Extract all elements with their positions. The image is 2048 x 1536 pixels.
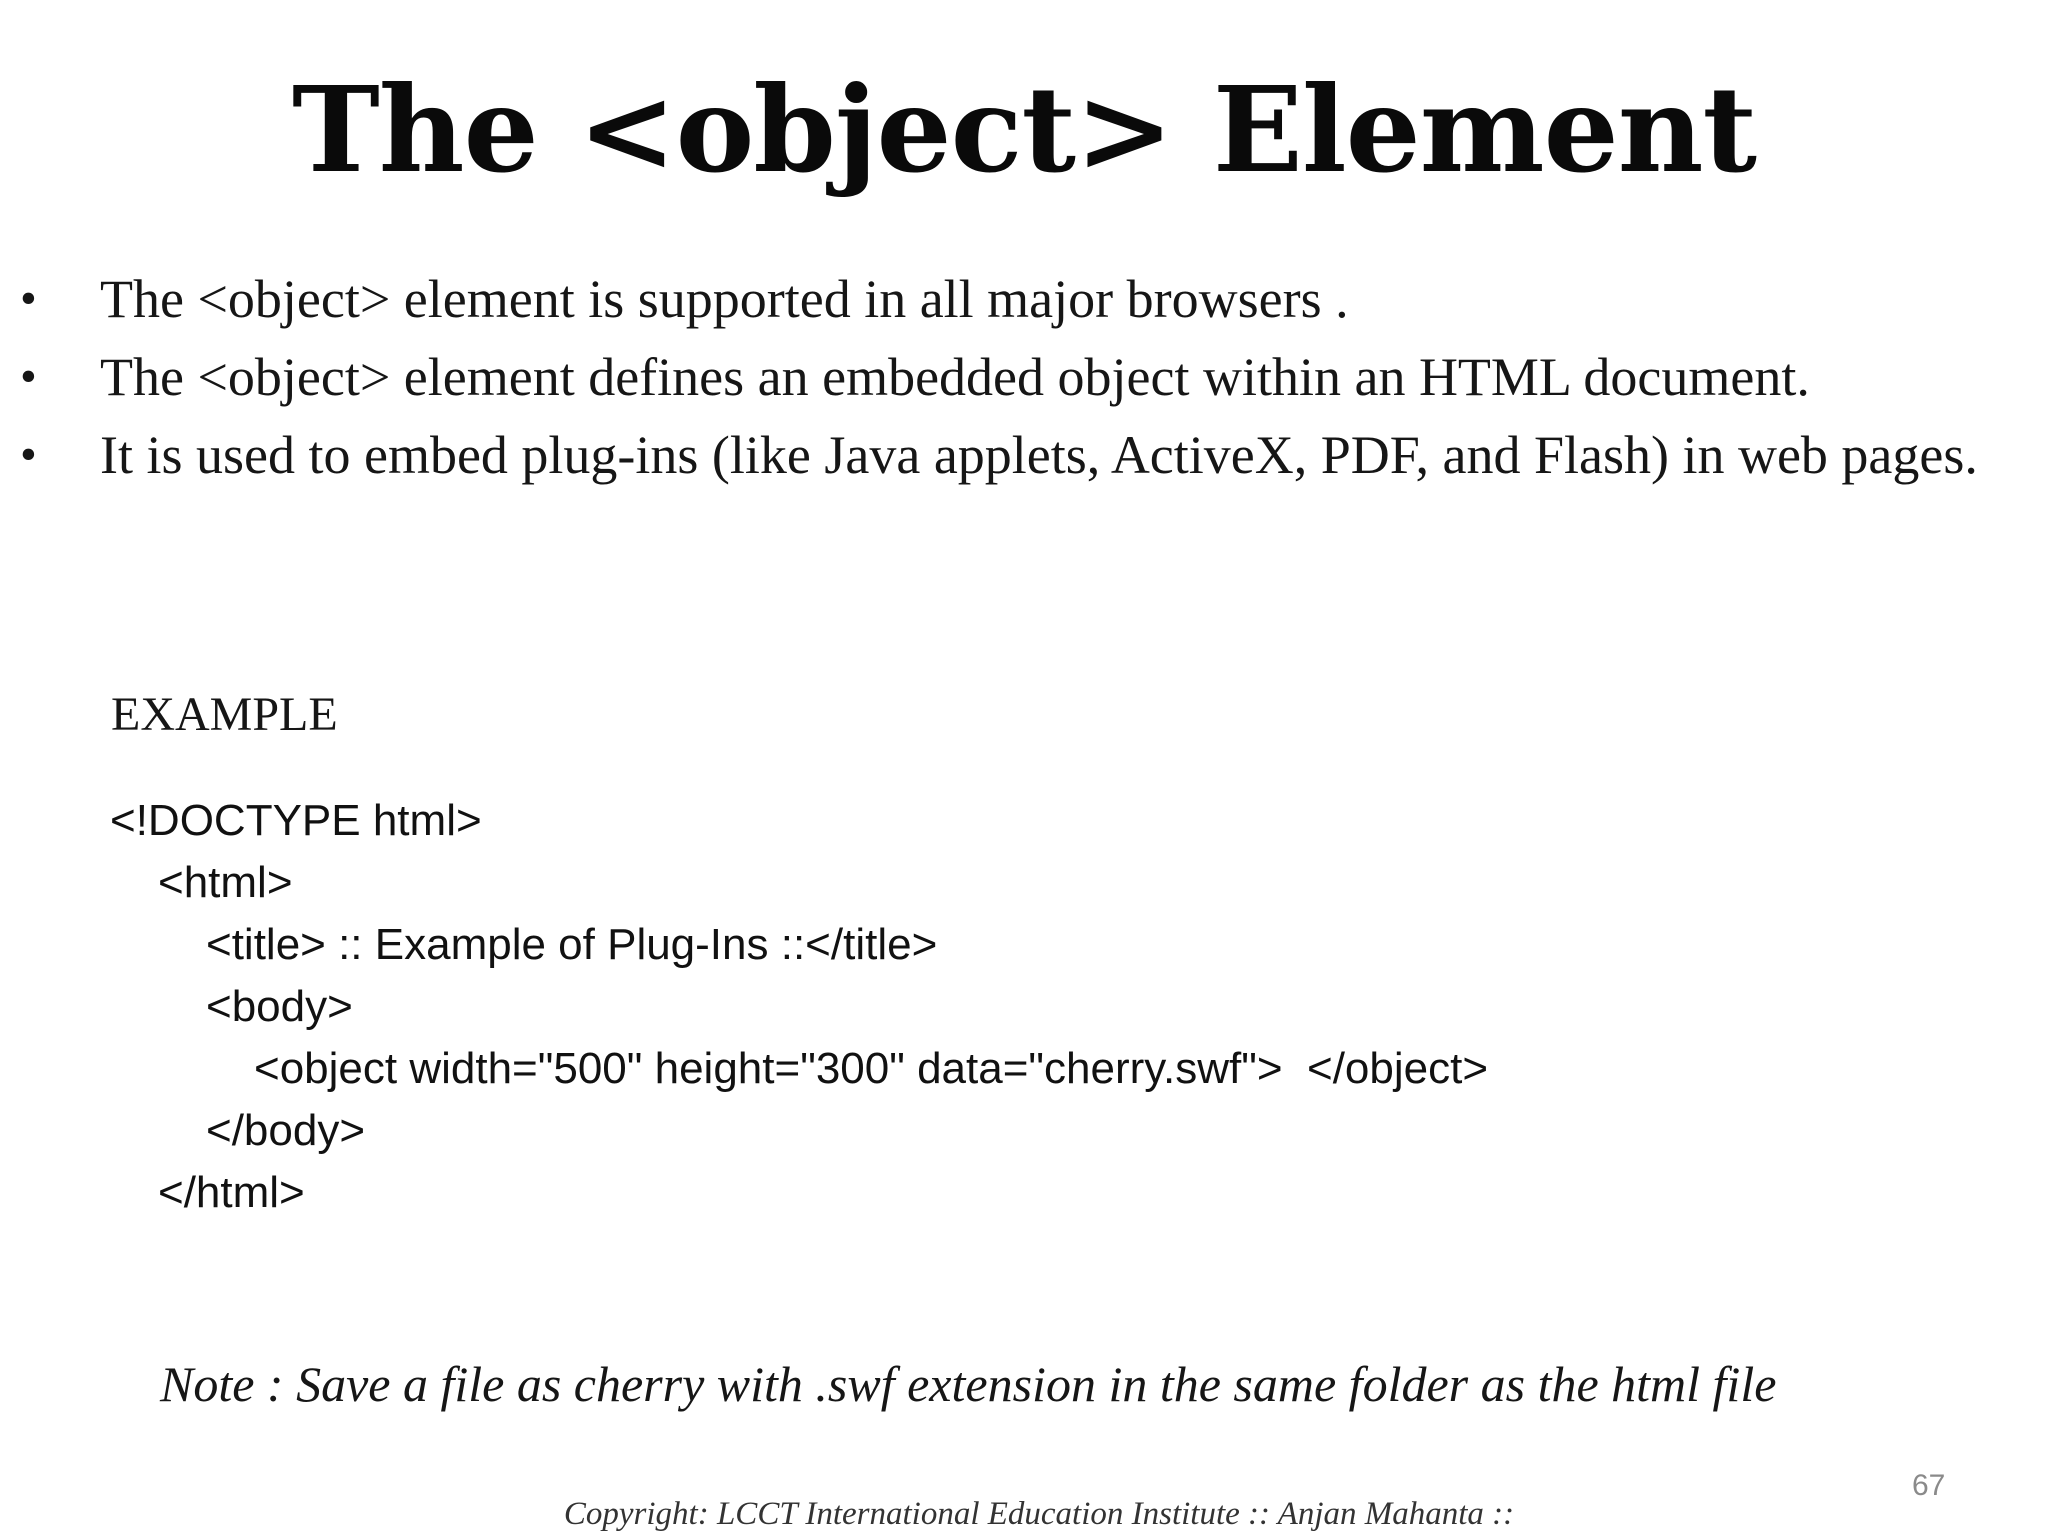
code-example bbox=[110, 790, 1488, 1224]
bullet-text: The <object> element defines an embedded object within an HTML document. bbox=[100, 347, 1810, 407]
code-line: <object width="500" height="300" data="cherry.swf"> </object> bbox=[254, 1044, 1489, 1093]
bullet-icon: • bbox=[20, 272, 37, 325]
bullet-text: It is used to embed plug-ins (like Java applets, ActiveX, PDF, and Flash) in web pages. bbox=[100, 425, 1978, 485]
code-line: </html> bbox=[158, 1168, 305, 1217]
bullet-item bbox=[0, 344, 2048, 410]
bullet-icon: • bbox=[20, 428, 37, 481]
bullet-item bbox=[0, 266, 2048, 332]
code-line: <title> :: Example of Plug-Ins ::</title> bbox=[206, 920, 938, 969]
page-number: 67 bbox=[1912, 1469, 1946, 1502]
bullet-text: The <object> element is supported in all major browsers . bbox=[100, 269, 1349, 329]
bullet-icon: • bbox=[20, 350, 37, 403]
slide-title: The <object> Element bbox=[292, 60, 1756, 199]
copyright-footer: Copyright: LCCT International Education Institute :: Anjan Mahanta :: bbox=[563, 1496, 1515, 1532]
code-line: <body> bbox=[206, 982, 353, 1031]
code-line: <!DOCTYPE html> bbox=[110, 796, 482, 845]
bullet-item bbox=[0, 422, 2048, 488]
code-line: <html> bbox=[158, 858, 293, 907]
bullet-list bbox=[0, 266, 2048, 500]
note-text: Note : Save a file as cherry with .swf extension in the same folder as the html file bbox=[160, 1356, 1777, 1412]
example-label: EXAMPLE bbox=[111, 688, 338, 741]
code-line: </body> bbox=[206, 1106, 366, 1155]
